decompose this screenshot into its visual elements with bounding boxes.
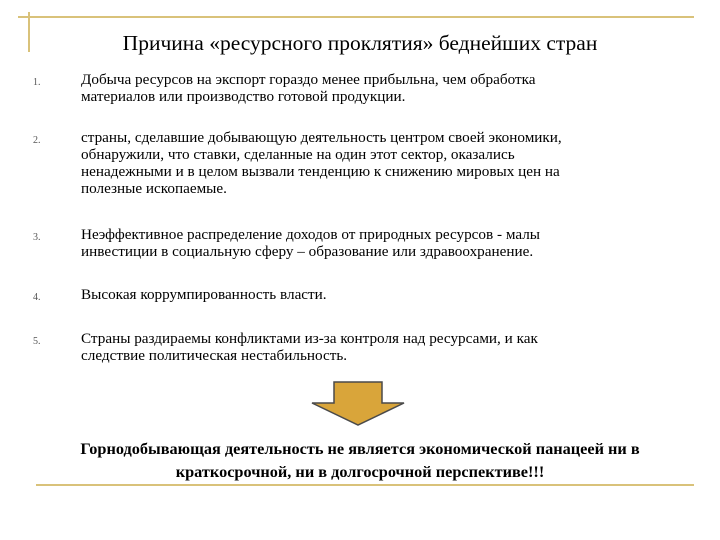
slide-title: Причина «ресурсного проклятия» беднейших стран <box>122 31 598 55</box>
list-item-text: Страны раздираемы конфликтами из-за контроля над ресурсами, и как следствие политическая нестабильность. <box>81 330 538 364</box>
list-item-number: 3. <box>33 232 41 243</box>
down-arrow-icon <box>310 381 406 427</box>
frame-bottom-line <box>36 484 694 486</box>
list-item-number: 2. <box>33 135 41 146</box>
list-item-text: страны, сделавшие добывающую деятельность центром своей экономики, обнаружили, что ставки, сделанные на один этот сектор, оказались ненадежными и в целом вызвали тенденцию к снижению мировых цен на полезные ископаемые. <box>81 129 562 197</box>
conclusion-text: Горнодобывающая деятельность не является экономической панацеей ни в краткосрочной, ни в долгосрочной перспективе!!! <box>80 439 640 481</box>
list-item-number: 5. <box>33 336 41 347</box>
down-arrow-shape <box>312 382 404 425</box>
list-item-text: Высокая коррумпированность власти. <box>81 286 327 303</box>
list-item-text: Добыча ресурсов на экспорт гораздо менее прибыльна, чем обработка материалов или производство готовой продукции. <box>81 71 536 105</box>
list-item-number: 4. <box>33 292 41 303</box>
list-item-text: Неэффективное распределение доходов от природных ресурсов - малы инвестиции в социальную сферу – образование или здравоохранение. <box>81 226 540 260</box>
list-item-number: 1. <box>33 77 41 88</box>
